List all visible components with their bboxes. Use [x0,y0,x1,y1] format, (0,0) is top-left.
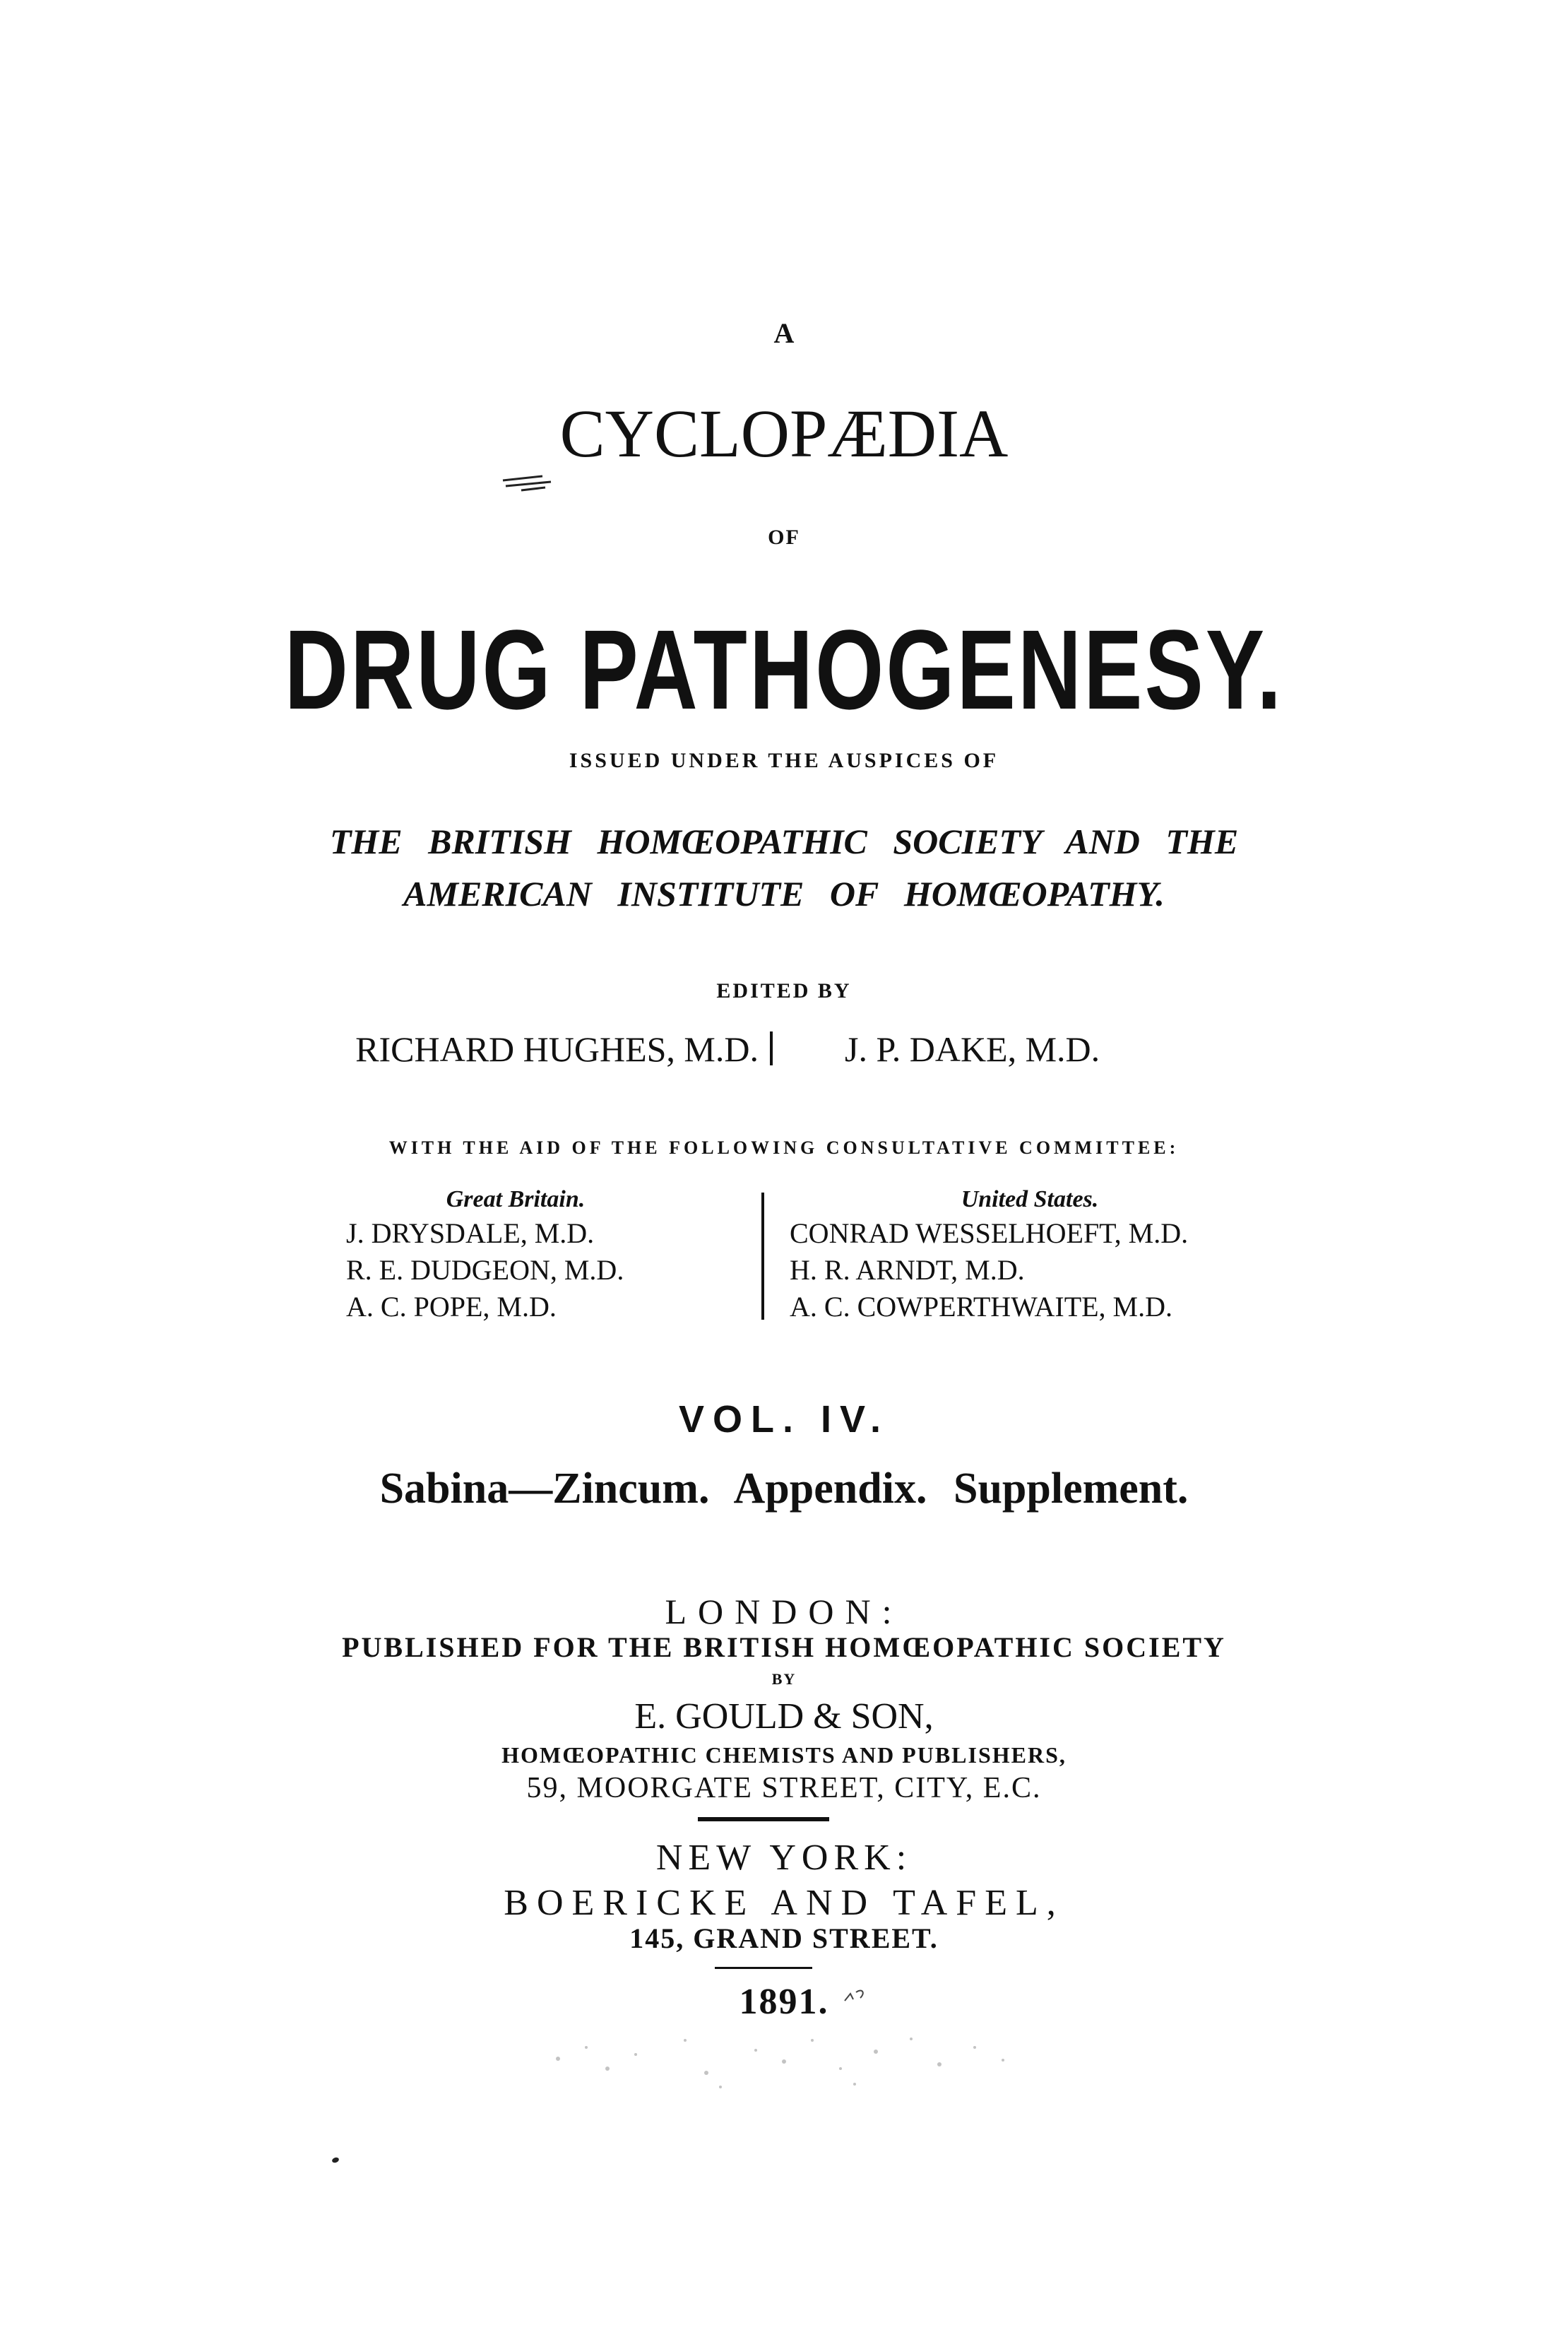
committee-member: A. C. COWPERTHWAITE, M.D. [790,1291,1173,1323]
volume-number: VOL. IV. [678,1398,890,1441]
imprint-year: 1891. [739,1982,829,2022]
societies-line-2: AMERICAN INSTITUTE OF HOMŒOPATHY. [403,874,1165,913]
pencil-mark-icon [500,473,557,495]
editor-divider [770,1031,773,1065]
imprint-by: BY [771,1670,797,1688]
imprint-publisher-description: HOMŒOPATHIC CHEMISTS AND PUBLISHERS, [501,1742,1067,1768]
title-line-drug-pathogenesy: DRUG PATHOGENESY. [284,606,1284,733]
editor-hughes: RICHARD HUGHES, M.D. [355,1029,759,1069]
volume-contents: Sabina—Zincum. Appendix. Supplement. [379,1465,1189,1513]
committee-heading-great-britain: Great Britain. [446,1186,586,1212]
imprint-city-london: LONDON: [665,1592,903,1631]
imprint-publisher-gould: E. GOULD & SON, [634,1696,934,1737]
imprint-publisher-boericke: BOERICKE AND TAFEL, [504,1883,1064,1923]
faded-library-stamp-icon [544,2019,1024,2097]
committee-intro: WITH THE AID OF THE FOLLOWING CONSULTATIVE COMMITTEE: [388,1137,1180,1158]
committee [0,1184,1568,1325]
committee-divider [761,1193,764,1320]
imprint-rule [698,1817,829,1821]
title-of: OF [768,526,800,549]
editor-dake: J. P. DAKE, M.D. [845,1029,1100,1069]
committee-member: H. R. ARNDT, M.D. [790,1254,1025,1286]
committee-member: CONRAD WESSELHOEFT, M.D. [790,1217,1189,1249]
imprint-city-new-york: NEW YORK: [655,1838,913,1878]
committee-member: R. E. DUDGEON, M.D. [346,1254,624,1286]
imprint-address-new-york: 145, GRAND STREET. [629,1922,939,1954]
imprint-address-london: 59, MOORGATE STREET, CITY, E.C. [526,1772,1042,1804]
imprint-published-for: PUBLISHED FOR THE BRITISH HOMŒOPATHIC SOCIETY [342,1631,1226,1663]
editors [0,1029,1568,1078]
issued-under: ISSUED UNDER THE AUSPICES OF [569,749,999,772]
pencil-scribble-icon [842,1985,870,2006]
imprint-rule-small [715,1967,812,1969]
committee-heading-united-states: United States. [961,1186,1099,1212]
societies-line-1: THE BRITISH HOMŒOPATHIC SOCIETY AND THE [329,822,1239,861]
ink-fleck [331,2157,340,2164]
committee-united-states [790,1184,1270,1325]
committee-member: A. C. POPE, M.D. [346,1291,557,1323]
committee-great-britain [346,1184,713,1325]
title-article: A [773,317,795,349]
committee-member: J. DRYSDALE, M.D. [346,1217,595,1249]
title-line-cyclopaedia: CYCLOPÆDIA [559,396,1009,471]
edited-by: EDITED BY [716,979,852,1003]
